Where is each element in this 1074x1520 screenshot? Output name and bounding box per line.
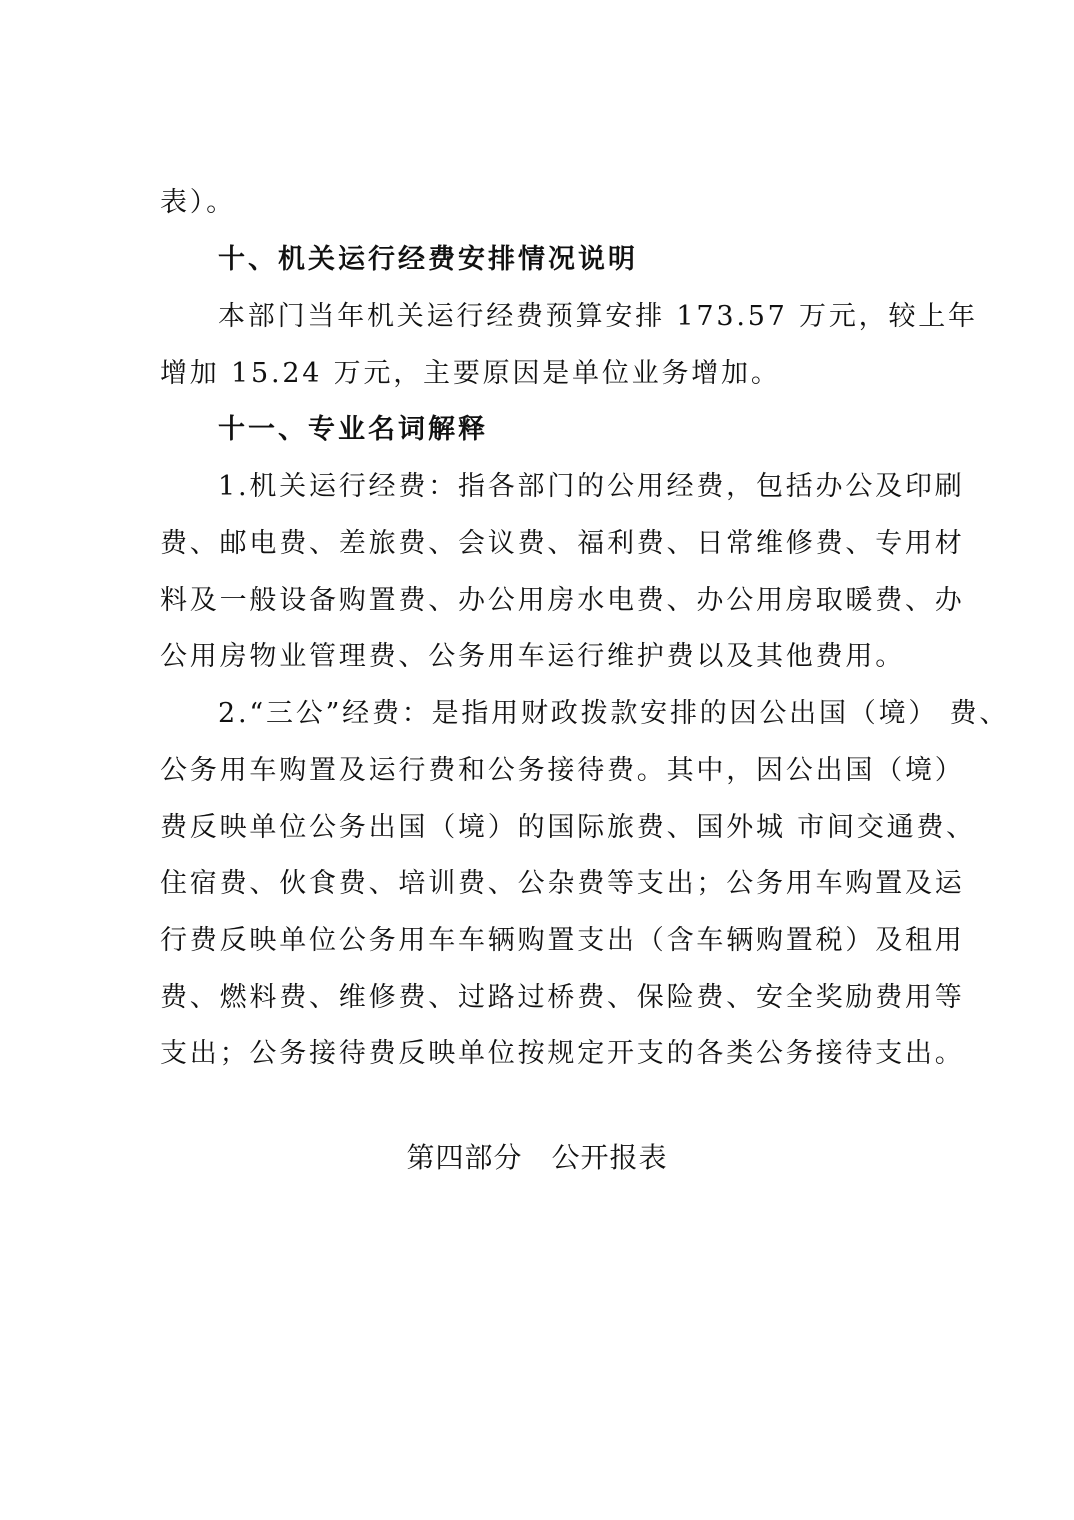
paragraph-line: 1.机关运行经费：指各部门的公用经费，包括办公及印刷 xyxy=(218,471,965,502)
part-title: 第四部分 公开报表 xyxy=(406,1141,668,1174)
paragraph-line: 料及一般设备购置费、办公用房水电费、办公用房取暖费、办 xyxy=(160,585,965,616)
paragraph-line: 行费反映单位公务用车车辆购置支出（含车辆购置税）及租用 xyxy=(160,925,965,956)
paragraph-line: 费、邮电费、差旅费、会议费、福利费、日常维修费、专用材 xyxy=(160,528,965,559)
paragraph-fragment: 表）。 xyxy=(160,187,236,218)
section-heading-10: 十、机关运行经费安排情况说明 xyxy=(218,244,638,275)
paragraph-line: 增加 15.24 万元，主要原因是单位业务增加。 xyxy=(160,358,781,389)
paragraph-line: 公用房物业管理费、公务用车运行维护费以及其他费用。 xyxy=(160,641,905,672)
section-heading-11: 十一、专业名词解释 xyxy=(218,414,488,445)
paragraph-line: 公务用车购置及运行费和公务接待费。其中，因公出国（境） xyxy=(160,755,965,786)
paragraph-line: 2.“三公”经费：是指用财政拨款安排的因公出国（境） 费、 xyxy=(218,698,1010,729)
paragraph-line: 费、燃料费、维修费、过路过桥费、保险费、安全奖励费用等 xyxy=(160,982,965,1013)
paragraph-line: 支出；公务接待费反映单位按规定开支的各类公务接待支出。 xyxy=(160,1038,965,1069)
paragraph-line: 费反映单位公务出国（境）的国际旅费、国外城 市间交通费、 xyxy=(160,812,976,843)
paragraph-line: 住宿费、伙食费、培训费、公杂费等支出；公务用车购置及运 xyxy=(160,868,965,899)
paragraph-line: 本部门当年机关运行经费预算安排 173.57 万元，较上年 xyxy=(218,301,978,332)
